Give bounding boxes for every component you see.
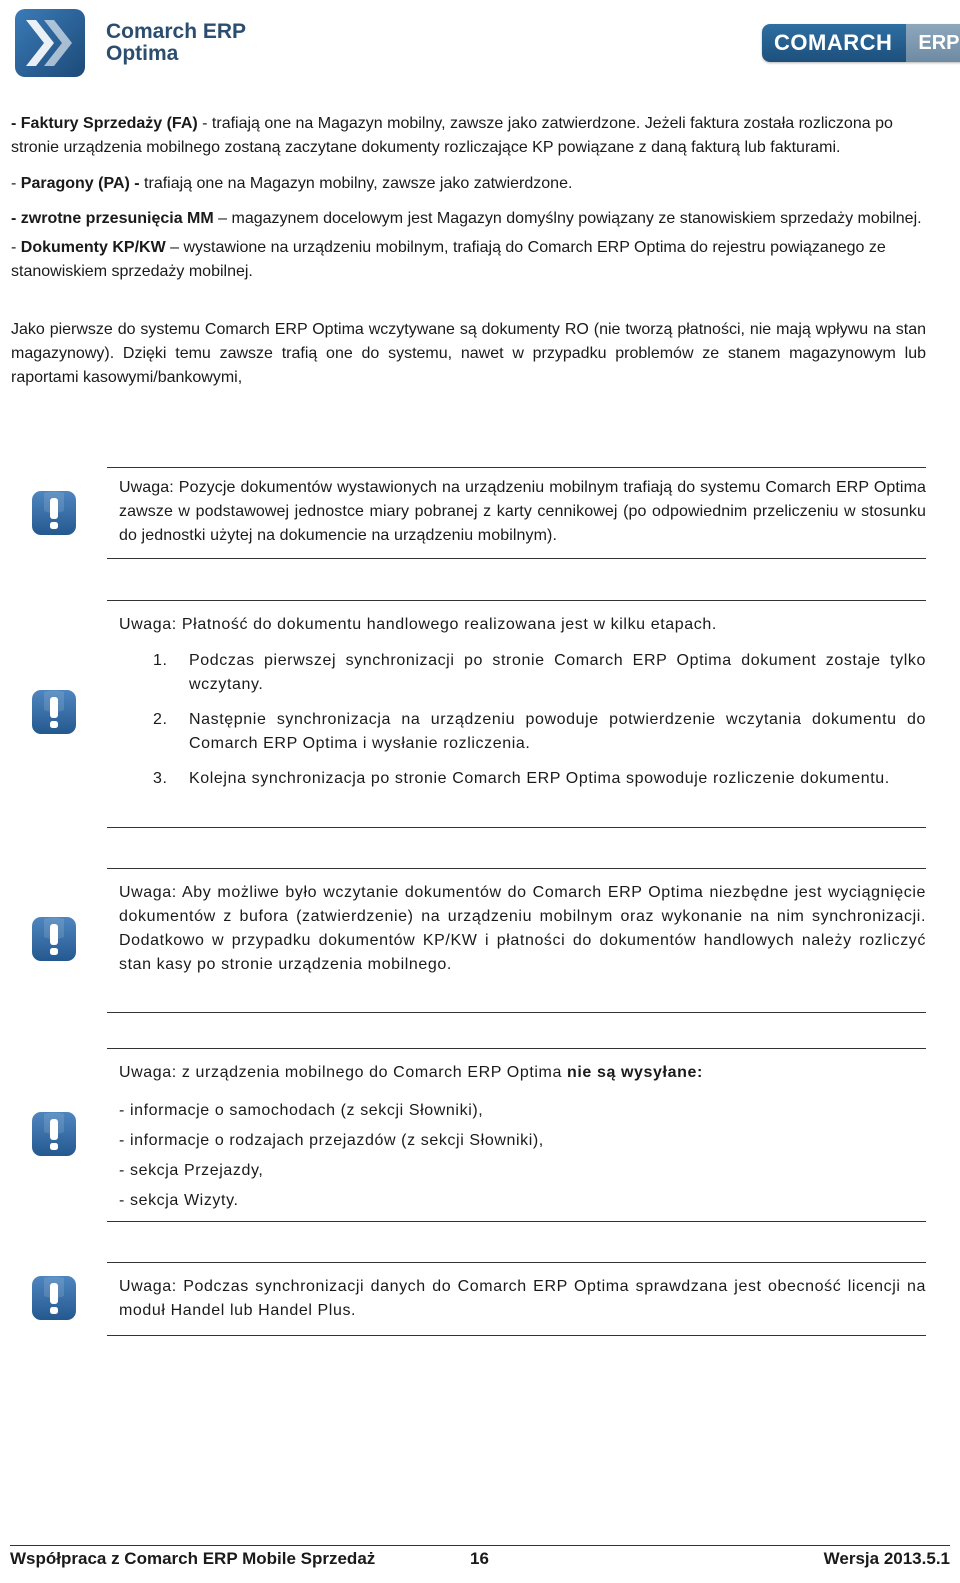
product-logo: [14, 8, 246, 78]
note-buffer: [107, 868, 926, 1013]
mm-label: - zwrotne przesunięcia MM: [11, 210, 214, 227]
page-number: 16: [470, 1549, 489, 1568]
list-item: [119, 767, 926, 791]
note-not-sent: [107, 1048, 926, 1222]
fa-label: - Faktury Sprzedaży (FA): [11, 115, 198, 132]
page-header: [0, 0, 960, 90]
paragraph-fa: [11, 112, 926, 160]
comarch-optima-logo-icon: [14, 8, 86, 78]
paragraph-kp: [11, 236, 926, 284]
note-not-sent-intro-text: Uwaga: z urządzenia mobilnego do Comarch ERP Optima: [119, 1064, 567, 1081]
exclamation-icon: [30, 688, 78, 736]
paragraph-ro: Jako pierwsze do systemu Comarch ERP Optima wczytywane są dokumenty RO (nie tworzą płatności, nie mają wpływu na stan magazynowy). Dzięki temu zawsze trafią one do systemu, nawet w przypadku problemów ze stanem magazynowym lub raportami kasowymi/bankowymi,: [11, 321, 926, 386]
note-buffer-text: Uwaga: Aby możliwe było wczytanie dokumentów do Comarch ERP Optima niezbędne jest wyciągnięcie dokumentów z bufora (zatwierdzenie) na urządzeniu mobilnym oraz wykonanie na nim synchronizacji. Dodatkowo w przypadku dokumentów KP/KW i płatności do dokumentów handlowych należy rozliczyć stan kasy po stronie urządzenia mobilnego.: [119, 884, 926, 973]
note-units: [107, 467, 926, 559]
mm-text: – magazynem docelowym jest Magazyn domyślny powiązany ze stanowiskiem sprzedaży mobilnej.: [213, 210, 922, 227]
kp-text: – wystawione na urządzeniu mobilnym, trafiają do Comarch ERP Optima do rejestru powiązanego ze stanowiskiem sprzedaży mobilnej.: [11, 239, 886, 280]
step-text: Kolejna synchronizacja po stronie Comarch ERP Optima spowoduje rozliczenie dokumentu.: [189, 770, 890, 787]
pa-label: Paragony (PA) -: [20, 175, 140, 192]
footer-title: Współpraca z Comarch ERP Mobile Sprzedaż: [10, 1549, 376, 1568]
note-license: [107, 1262, 926, 1336]
not-sent-list: [119, 1096, 926, 1216]
note-license-text: Uwaga: Podczas synchronizacji danych do Comarch ERP Optima sprawdzana jest obecność licencji na moduł Handel lub Handel Plus.: [119, 1278, 926, 1319]
product-logo-line1: Comarch ERP: [106, 20, 247, 43]
step-number: 1.: [153, 652, 168, 669]
kp-dash: -: [11, 239, 21, 256]
note-payment: [107, 600, 926, 828]
list-item: - sekcja Wizyty.: [119, 1192, 239, 1209]
main-content: [11, 112, 926, 390]
step-text: Podczas pierwszej synchronizacji po stronie Comarch ERP Optima dokument zostaje tylko wczytany.: [189, 652, 926, 693]
brand-logo: [762, 24, 960, 62]
paragraph-pa: [11, 172, 926, 196]
exclamation-icon: [30, 915, 78, 963]
list-item: - informacje o samochodach (z sekcji Słowniki),: [119, 1102, 484, 1119]
note-payment-steps: [119, 649, 926, 791]
list-item: - sekcja Przejazdy,: [119, 1162, 264, 1179]
note-units-text: Uwaga: Pozycje dokumentów wystawionych na urządzeniu mobilnym trafiają do systemu Comarch ERP Optima zawsze w podstawowej jednostce miary pobranej z karty cennikowej (po odpowiednim przeliczeniu w stosunku do jednostki użytej na dokumencie na urządzeniu mobilnym).: [119, 479, 926, 544]
note-not-sent-intro: [119, 1061, 926, 1085]
list-item: - informacje o rodzajach przejazdów (z sekcji Słowniki),: [119, 1132, 544, 1149]
exclamation-icon: [30, 1110, 78, 1158]
product-logo-line2: Optima: [106, 42, 179, 65]
brand-logo-main: COMARCH: [762, 24, 906, 62]
pa-dash: -: [11, 175, 21, 192]
pa-text: trafiają one na Magazyn mobilny, zawsze jako zatwierdzone.: [139, 175, 573, 192]
brand-logo-suffix: ERP: [906, 24, 960, 62]
note-not-sent-bold: nie są wysyłane:: [567, 1064, 703, 1081]
note-payment-intro: Uwaga: Płatność do dokumentu handlowego realizowana jest w kilku etapach.: [119, 616, 717, 633]
kp-label: Dokumenty KP/KW: [20, 239, 166, 256]
list-item: [119, 649, 926, 697]
step-number: 2.: [153, 711, 168, 728]
exclamation-icon: [30, 489, 78, 537]
footer-version: Wersja 2013.5.1: [823, 1549, 950, 1568]
fa-text: - trafiają one na Magazyn mobilny, zawsze jako zatwierdzone. Jeżeli faktura została rozliczona po stronie urządzenia mobilnego zostaną zaczytane dokumenty rozliczające KP powiązane z daną fakturą lub fakturami.: [11, 115, 893, 156]
list-item: [119, 708, 926, 756]
step-number: 3.: [153, 770, 168, 787]
step-text: Następnie synchronizacja na urządzeniu powoduje potwierdzenie wczytania dokumentu do Comarch ERP Optima i wysłanie rozliczenia.: [189, 711, 926, 752]
paragraph-mm: [11, 207, 926, 231]
page-footer: [10, 1545, 950, 1576]
exclamation-icon: [30, 1274, 78, 1322]
